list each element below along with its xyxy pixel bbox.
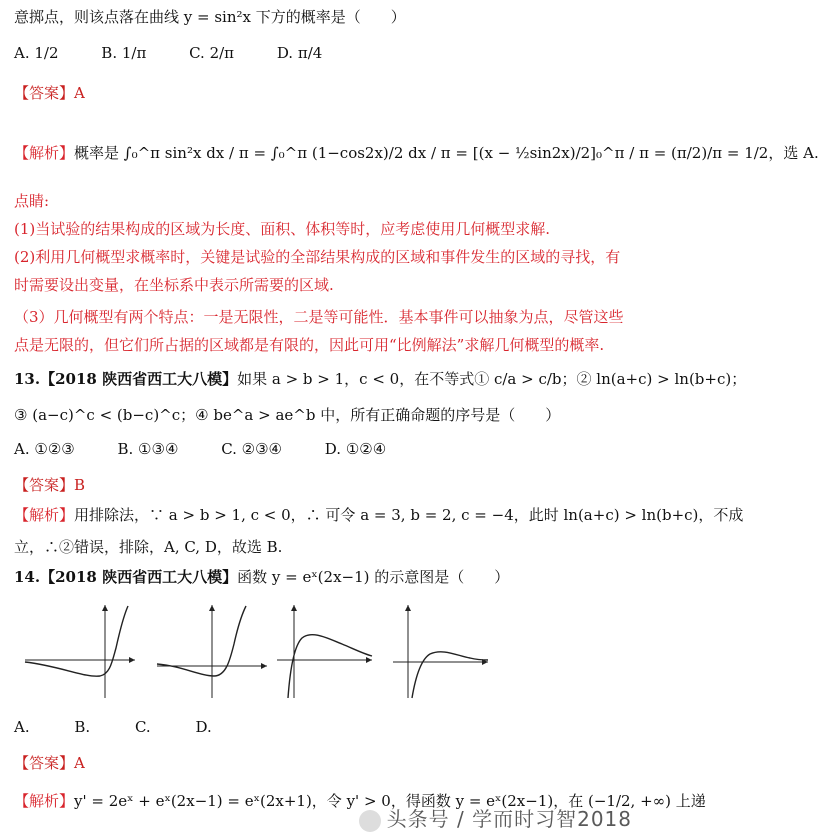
prev-answer: 【答案】A <box>14 84 85 102</box>
q13-analysis-1 <box>14 504 743 525</box>
point-3a: （3）几何概型有两个特点：一是无限性，二是等可能性．基本事件可以抽象为点，尽管这些 <box>14 308 624 326</box>
q13-number: 13. <box>14 370 41 388</box>
q14-options <box>14 718 250 736</box>
q13-stem-text: 如果 a > b > 1，c < 0，在不等式① c/a > c/b；② ln(a+c) > ln(b+c)； <box>237 370 747 388</box>
q14-option-d[interactable]: D. <box>195 718 212 736</box>
analysis-formula: 概率是 ∫₀^π sin²x dx / π = ∫₀^π (1−cos2x)/2 dx / π = [(x − ½sin2x)/2]₀^π / π = (π/2)/π = 1/2，选 A. <box>74 144 819 162</box>
q13-option-a[interactable]: A. ①②③ <box>14 440 75 458</box>
point-2b: 时需要设出变量，在坐标系中表示所需要的区域. <box>14 276 334 294</box>
point-1: (1)当试验的结果构成的区域为长度、面积、体积等时，应考虑使用几何概型求解. <box>14 220 551 238</box>
q13-analysis-text: 用排除法，∵ a > b > 1, c < 0，∴ 可令 a = 3, b = 2, c = −4，此时 ln(a+c) > ln(b+c)，不成 <box>74 506 744 524</box>
watermark-text: 头条号 / 学而时习智2018 <box>386 807 632 831</box>
option-a[interactable]: A. 1/2 <box>14 44 59 62</box>
q13-analysis-2: 立，∴②错误，排除，A, C, D，故选 B. <box>14 538 283 556</box>
q13-answer: 【答案】B <box>14 476 86 494</box>
q14-number: 14. <box>14 568 41 586</box>
q13-analysis-label: 【解析】 <box>14 506 75 524</box>
q14-stem-text: 函数 y = eˣ(2x−1) 的示意图是（ ） <box>237 568 510 586</box>
q13-option-b[interactable]: B. ①③④ <box>117 440 179 458</box>
watermark-logo-icon <box>359 810 381 832</box>
q14-source: 【2018 陕西省西工大八模】 <box>40 568 238 586</box>
graph-a <box>20 600 140 700</box>
q13-source: 【2018 陕西省西工大八模】 <box>40 370 238 388</box>
q14-stem <box>14 566 509 587</box>
prev-analysis <box>14 142 819 163</box>
points-title: 点睛: <box>14 192 50 210</box>
option-b[interactable]: B. 1/π <box>101 44 147 62</box>
graph-b <box>152 600 272 700</box>
q13-option-c[interactable]: C. ②③④ <box>221 440 283 458</box>
graph-d <box>388 600 493 700</box>
analysis-label: 【解析】 <box>14 144 75 162</box>
q13-stem-1 <box>14 368 746 389</box>
option-c[interactable]: C. 2/π <box>189 44 235 62</box>
q14-option-a[interactable]: A. <box>14 718 30 736</box>
q13-options <box>14 440 424 458</box>
point-3b: 点是无限的，但它们所占据的区域都是有限的，因此可用“比例解法”求解几何概型的概率. <box>14 336 605 354</box>
q14-analysis-text: y' = 2eˣ + eˣ(2x−1) = eˣ(2x+1)，令 y' > 0，得函数 y = eˣ(2x−1)，在 (−1/2, +∞) 上递 <box>74 792 706 810</box>
prev-options <box>14 44 360 62</box>
q14-option-c[interactable]: C. <box>134 718 151 736</box>
q14-option-b[interactable]: B. <box>74 718 91 736</box>
option-d[interactable]: D. π/4 <box>276 44 323 62</box>
q14-analysis-label: 【解析】 <box>14 792 75 810</box>
watermark <box>359 803 632 832</box>
q13-option-d[interactable]: D. ①②④ <box>324 440 387 458</box>
prev-question-tail: 意掷点，则该点落在曲线 y = sin²x 下方的概率是（ ） <box>14 8 406 26</box>
point-2a: (2)利用几何概型求概率时，关键是试验的全部结果构成的区域和事件发生的区域的寻找，有 <box>14 248 621 266</box>
q14-answer: 【答案】A <box>14 754 85 772</box>
q13-stem-2: ③ (a−c)^c < (b−c)^c；④ be^a > ae^b 中，所有正确命题的序号是（ ） <box>14 406 561 424</box>
graph-c <box>272 600 377 700</box>
